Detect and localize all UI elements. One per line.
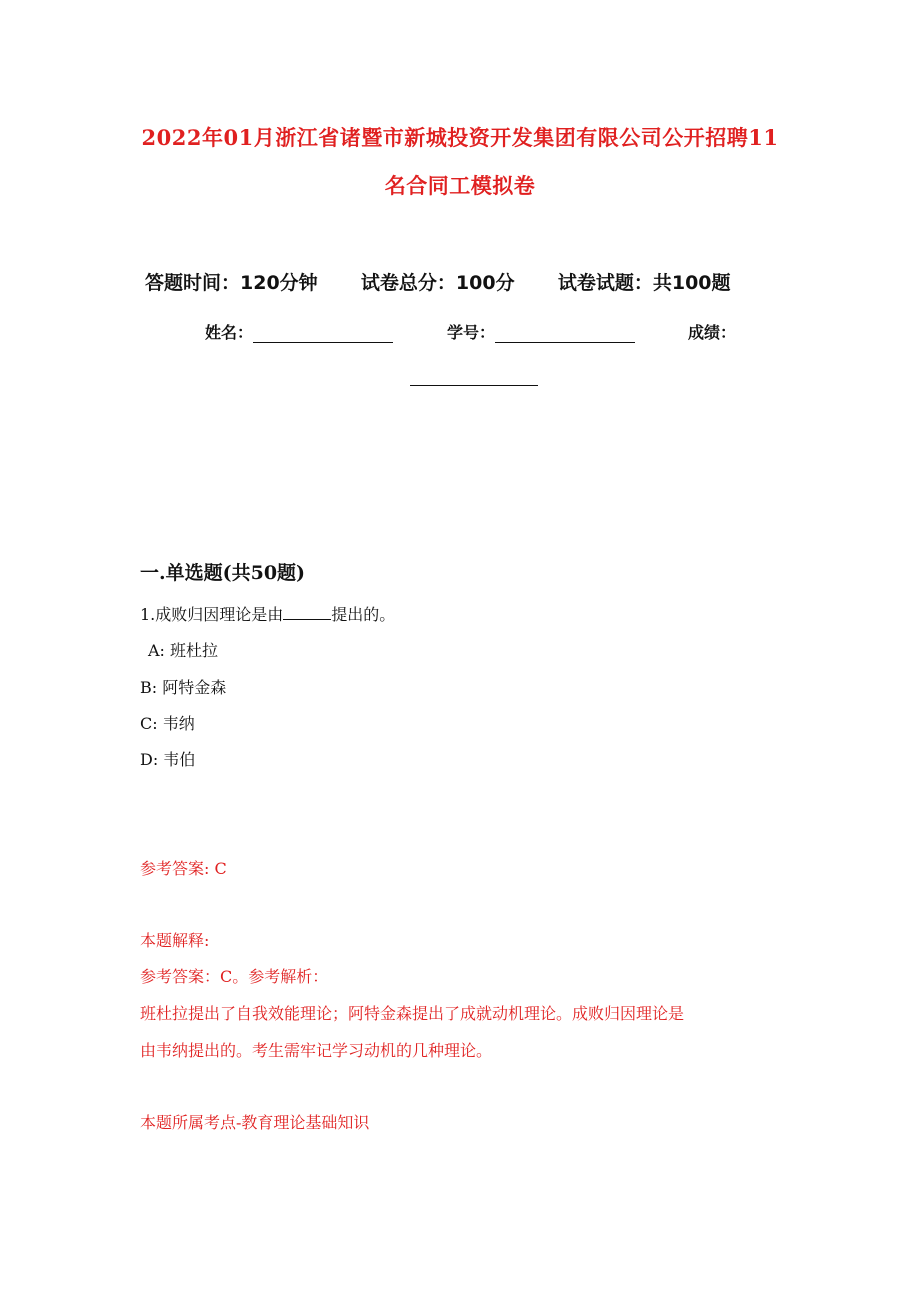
question-stem bbox=[140, 602, 395, 625]
question-stem-after: 提出的。 bbox=[331, 605, 396, 624]
id-field-group bbox=[447, 320, 635, 343]
exam-title-line2: 名合同工模拟卷 bbox=[384, 173, 536, 198]
answer-blank bbox=[283, 605, 331, 620]
student-id-blank bbox=[495, 326, 635, 343]
name-label: 姓名： bbox=[205, 323, 254, 342]
exam-time: 答题时间：120分钟 bbox=[145, 272, 318, 294]
reference-answer: 参考答案: C bbox=[140, 859, 227, 878]
name-field-group bbox=[205, 320, 393, 343]
question-stem-before: 1.成败归因理论是由 bbox=[140, 605, 284, 624]
explanation-heading: 本题解释: bbox=[140, 931, 210, 950]
exam-meta-row bbox=[145, 268, 731, 295]
option-c: C: 韦纳 bbox=[140, 714, 195, 733]
topic-line: 本题所属考点-教育理论基础知识 bbox=[140, 1113, 370, 1132]
exam-total-score: 试卷总分：100分 bbox=[360, 272, 515, 294]
exam-question-count: 试卷试题：共100题 bbox=[557, 272, 731, 294]
section-heading: 一.单选题(共50题) bbox=[140, 562, 306, 584]
option-b: B: 阿特金森 bbox=[140, 678, 227, 697]
name-blank bbox=[253, 326, 393, 343]
explanation-answer: 参考答案：C。参考解析： bbox=[140, 967, 329, 986]
student-id-label: 学号： bbox=[447, 323, 496, 342]
explanation-body-line1: 班杜拉提出了自我效能理论；阿特金森提出了成就动机理论。成败归因理论是 bbox=[140, 1004, 685, 1023]
option-a: A: 班杜拉 bbox=[148, 641, 219, 660]
score-label: 成绩： bbox=[688, 323, 737, 342]
option-d: D: 韦伯 bbox=[140, 750, 196, 769]
score-field-group bbox=[688, 320, 736, 343]
score-blank bbox=[410, 385, 538, 386]
explanation-body-line2: 由韦纳提出的。考生需牢记学习动机的几种理论。 bbox=[140, 1041, 493, 1060]
exam-title-line1: 2022年01月浙江省诸暨市新城投资开发集团有限公司公开招聘11 bbox=[141, 125, 779, 150]
